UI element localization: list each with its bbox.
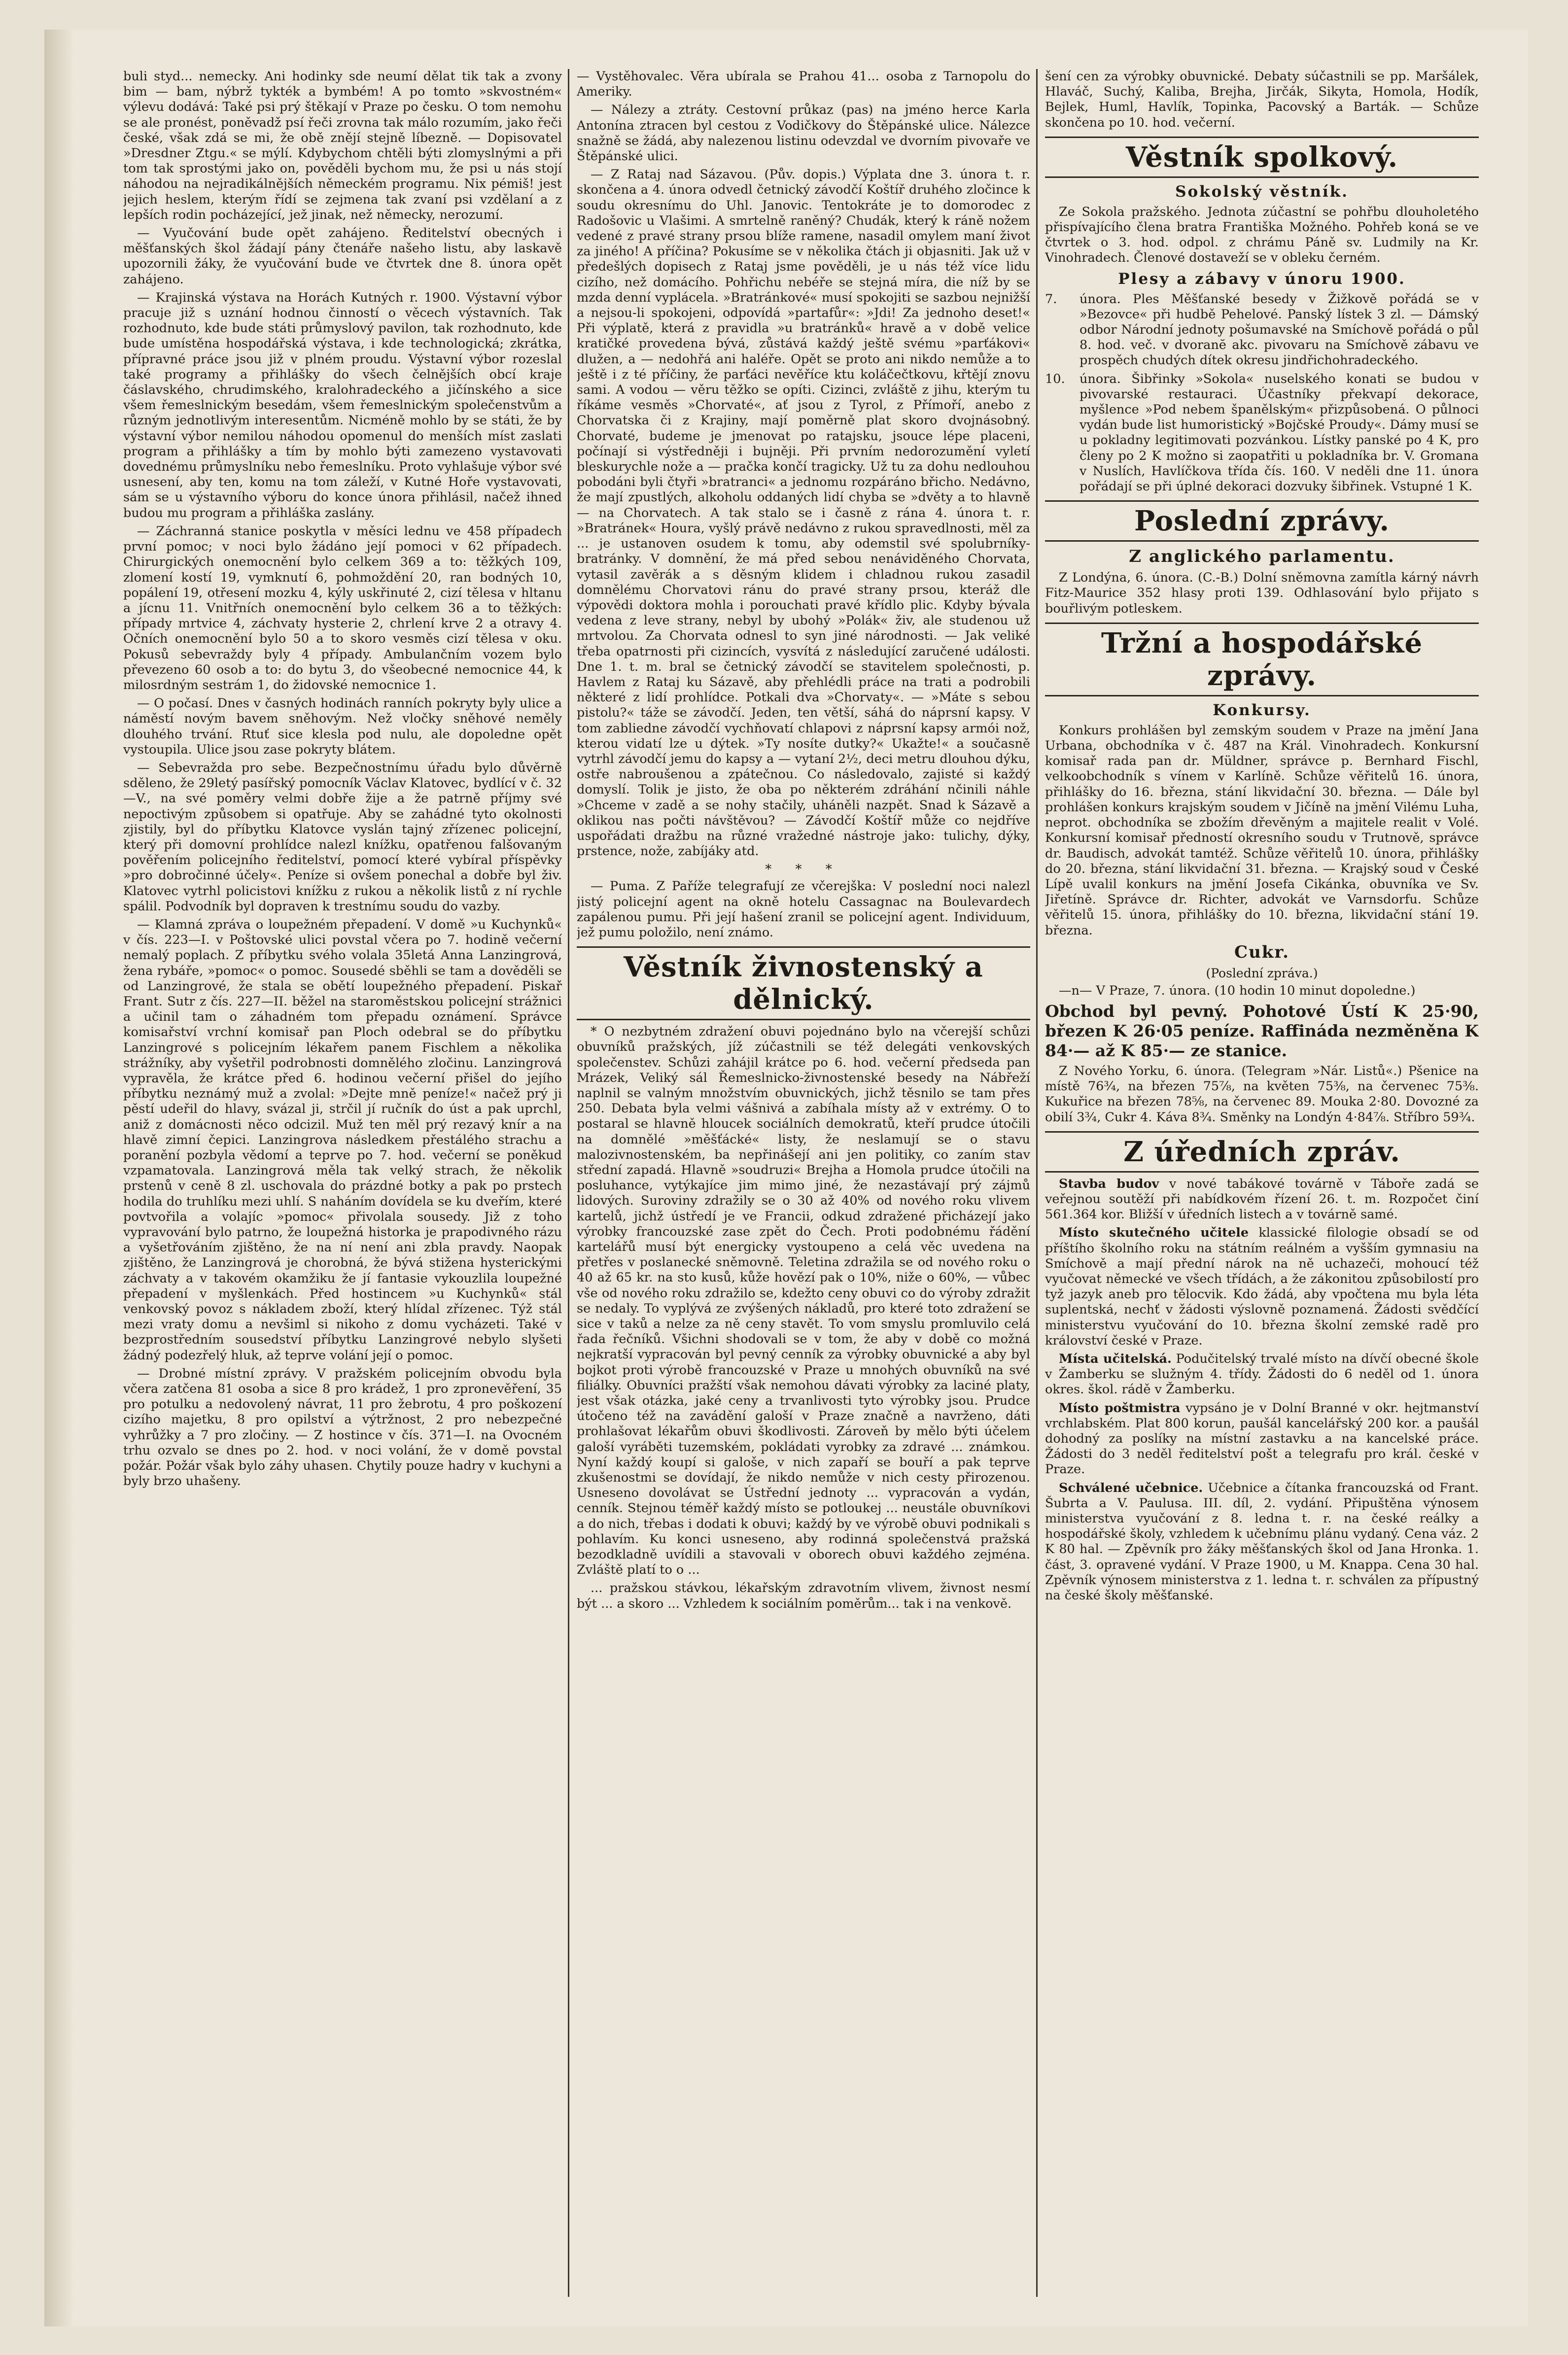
list-item-number: 10. [1045, 371, 1065, 386]
notice-heading: Místa učitelská. [1059, 1351, 1172, 1366]
notice-text: klassické filologie obsadí se od příštího školního roku na státním reálném a vyšším gymnasiu na Smíchově a mají přední nárok na ně uchazeči, mohoucí též vyučovat německé ve všech třídách, a že zákonitou způsobilostí pro tyž jazyk aneb pro tělocvik. Kdo žádá, aby vpočtena mu byla léta suplentská, nechť v žádosti výslovně poznamená. Žádosti svědčící ministerstvu vyučování do 10. března školní zemské radě pro království české v Praze. [1045, 1225, 1479, 1348]
list-item-text: února. Šibřinky »Sokola« nuselského konati se budou v pivovarské restauraci. Účastníky překvapí dekorace, myšlence »Pod nebem španělským« přizpůsobená. O půlnoci vydán bude list humoristický »Bojčské Proudy«. Dámy musí se u pokladny legitimovati pozvánkou. Lístky panské po 4 K, pro členy po 2 K možno si zaopatřiti u pokladníka br. V. Gromana v Nuslích, Havlíčkova třída čís. 160. V neděli dne 11. února pořádají se při úplné dekoraci dozvuky šibřinek. Vstupné 1 K. [1080, 371, 1479, 494]
article-paragraph: — Klamná zpráva o loupežném přepadení. V domě »u Kuchynků« v čís. 223—I. v Poštovské ulici povstal včera po 7. hodině večerní nemalý poplach. Z příbytku svého volala 35letá Anna Lanzingrová, žena rybáře, »pomoc« o pomoc. Sousedé sběhli se tam a dověděli se od Lanzingrové, že stala se obětí loupežného přepadení. Piskař Frant. Sutr z čís. 227—II. běžel na staroměstskou policejní strážnici a učinil tam o záhadném tom přepadu oznámení. Správce komisařství vrchní komisař pan Ploch odebral se do příbytku Lanzingrové s policejním lékařem panem Fischlem a několika strážníky, aby vyšetřil podrobnosti domnělého zločinu. Lanzingrová vypravěla, že krátce před 6. hodinou večerní přišel do jejího příbytku neznámý muž a zvolal: »Dejte mně peníze!« načež prý ji pěstí udeřil do hlavy, svázal ji, strčil jí ručník do úst a pak uprchl, aniž z domácnosti něco odcizil. Muž ten měl prý rezavý knír a na hlavě zimní čepici. Lanzingrova následkem přestálého strachu a poranění pozbyla vědomí a teprve po 7. hod. večerní se poněkud vzpamatovala. Lanzingrová měla tak velký strach, že několik prstenů v ceně 8 zl. uschovala do prázdné botky a pak po prstech hodila do truhlíku mezi uhlí. S naháním dovídela se ku dveřím, které povtvořila a volajíc »pomoc« přivolala sousedy. Již z toho vypravování bylo patrno, že loupežná historka je prapodivného rázu a vyšetřováním zjištěno, že na ní není ani zbla pravdy. Naopak zjištěno, že Lanzingrová je chorobná, že bývá stižena hysterickými záchvaty a v takovém okamžiku že jí fantasie vykouzlila loupežné přepadení v myšlenkách. Před hostincem »u Kuchynků« stál venkovský povoz s nákladem zboží, který hlídal zřízenec. Týž stál mezi vraty domu a nevšiml si nikoho z domu vycházeti. Také v bezprostředním sousedství příbytku Lanzingrové nebylo slyšeti žádný podezřelý hluk, až teprve volání její o pomoc. [123, 917, 562, 1363]
article-paragraph: — Záchranná stanice poskytla v měsíci lednu ve 458 případech první pomoc; v noci bylo žádáno její pomoci v 62 případech. Chirurgických onemocnění bylo celkem 369 a to: těžkých 109, zlomení kostí 19, vymknutí 6, pohmoždění 20, ran bodných 10, popálení 19, otřesení mozku 4, kýly uskřinuté 2, cizí tělesa v hltanu a jícnu 11. Vnitřních onemocnění bylo celkem 36 a to těžkých: případy mrtvice 4, záchvaty hysterie 2, chrlení krve 2 a otravy 4. Očních onemocnění bylo 50 a to skoro vesměs cizí tělesa v oku. Pokusů sebevraždy byly 4 případy. Ambulančním vozem bylo převezeno 60 osob a to: do bytu 3, do všeobecné nemocnice 44, k milosrdným sestrám 1, do židovské nemocnice 1. [123, 523, 562, 693]
notice-text: v nové tabákové továrně v Táboře zadá se veřejnou soutěží při nabídkovém řízení 26. t. m. Rozpočet činí 561.364 kor. Bližší v úředních listech a v továrně samé. [1045, 1176, 1479, 1222]
notice-heading: Místo skutečného učitele [1059, 1225, 1249, 1241]
newspaper-page [44, 30, 1528, 2326]
section-separator: * * * [765, 862, 842, 877]
official-notice [1045, 1351, 1479, 1398]
column-right [1045, 69, 1479, 2297]
article-paragraph: — Sebevražda pro sebe. Bezpečnostnímu úřadu bylo důvěrně sděleno, že 29letý pasířský pomocník Václav Klatovec, bydlící v č. 32—V., na své poměry velmi dobře žije a že patrně příjmy své nepoctivým způsobem si opatřuje. Aby se zahádné tyto okolnosti zjistily, byl do příbytku Klatovce vyslán tajný zřízenec policejní, který při domovní prohlídce nalezl knížku, opatřenou falšovaným pověřením policejního ředitelství, pomocí které vybíral příspěvky »pro dobročinné účely«. Peníze si ovšem ponechal a dobře byl živ. Klatovec vytrhl policistovi knížku z rukou a několik listů z ní rychle spálil. Podvodník byl dopraven k trestnímu soudu do vazby. [123, 760, 562, 914]
article-paragraph: šení cen za výrobky obuvnické. Debaty súčastnili se pp. Maršálek, Hlaváč, Suchý, Kaliba, Brejha, Jirčák, Sikyta, Homola, Hodík, Bejlek, Huml, Havlík, Topinka, Pacovský a Barták. — Schůze skončena po 10. hod. večerní. [1045, 69, 1479, 130]
list-item [1045, 372, 1479, 495]
official-notice [1045, 1177, 1479, 1223]
article-paragraph: — O počasí. Dnes v časných hodinách ranních pokryty byly ulice a náměstí novým bavem sněhovým. Než vločky sněhové neměly dlouhého trvání. Rtuť sice klesla pod nulu, ale dopoledne opět vystoupila. Ulice jsou zase pokryty blátem. [123, 696, 562, 757]
article-paragraph: — Krajinská výstava na Horách Kutných r. 1900. Výstavní výbor pracuje již s uznání hodnou činností o věcech výstavních. Tak rozhodnuto, kde bude státi průmyslový pavilon, tak rozhodnuto, kde bude umístěna hospodářská výstava, i kde technologická; zkrátka, přípravné práce jsou již v plném proudu. Výstavní výbor rozeslal také programy a přihlášky do všech čelnějších obcí kraje čáslavského, chrudimského, kralohradeckého a jičínského a sice všem řemeslnickým besedám, všem řemeslnickým společenstvům a různým jednotlivým interesentům. Nicméně mohlo by se státi, že by výstavní výbor nemilou náhodou opomenul do menších míst zaslati program a přihlášky a tím by mohlo býti zamezeno vystavovati dovednému průmyslníku nebo řemeslníku. Proto vyhlašuje výbor své usnesení, aby ten, komu na tom záleží, v Kutné Hoře vystavovati, sám se u výstavního výboru do konce února přihlásil, načež ihned budou mu program a přihláška zaslány. [123, 290, 562, 520]
column-middle [577, 69, 1030, 2297]
section-heading: Tržní a hospodářské zprávy. [1045, 623, 1479, 696]
column-rule [568, 69, 569, 2297]
subsection-heading: Sokolský věstník. [1175, 182, 1349, 201]
article-paragraph: Konkurs prohlášen byl zemským soudem v Praze na jmění Jana Urbana, obchodníka v č. 487 na Král. Vinohradech. Konkursní komisař rada pan dr. Müldner, správce p. Bernhard Fischl, velkoobchodník s vínem v Karlíně. Schůze věřitelů 16. února, přihlášky do 16. března, stání likvidační 30. března. — Dále byl prohlášen konkurs krajským soudem v Jičíně na jmění Vilému Luha, neprot. obchodníka se zbožím dřevěným a majitele realit v Volé. Konkursní komisař předností okresního soudu v Trutnově, správce dr. Baudisch, advokát tamtéž. Schůze věřitelů 10. února, přihlášky do 20. března, stání likvidační 31. března. — Krajský soud v České Lípě uvalil konkurs na jmění Josefa Cikánka, obuvníka ve Sv. Jiřetíně. Správce dr. Richter, advokát ve Varnsdorfu. Schůze věřitelů 15. února, přihlášky do 10. března, likvidační stání 19. března. [1045, 723, 1479, 938]
section-heading: Z úředních zpráv. [1045, 1131, 1479, 1173]
list-item-text: února. Ples Měšťanské besedy v Žižkově pořádá se v »Bezovce« při hudbě Pehelové. Panský lístek 3 zl. — Dámský odbor Národní jednoty pošumavské na Smíchově pořádá o půl 8. hod. več. v dvoranĕ akc. pivovaru na Smíchově zábavu ve prospěch chudých dítek okresu jindřichohradeckého. [1080, 291, 1479, 368]
article-paragraph: Z Nového Yorku, 6. února. (Telegram »Nár. Listů«.) Pšenice na místě 76¾, na březen 75⅞, na květen 75⅜, na červenec 75⅜. Kukuřice na březen 78⅝, na červenec 89. Mouka 2·80. Dovozné za obilí 3¾, Cukr 4. Káva 8¾. Směnky na Londýn 4·84⅞. Stříbro 59¾. [1045, 1063, 1479, 1125]
notice-heading: Schválené učebnice. [1059, 1480, 1203, 1495]
article-paragraph: — Vystěhovalec. Věra ubírala se Prahou 41... osoba z Tarnopolu do Ameriky. [577, 69, 1030, 100]
article-paragraph: — Vyučování bude opět zahájeno. Ředitelství obecných i měšťanských škol žádají pány čtenáře našeho listu, aby laskavě upozornili žáky, že vyučování bude ve čtvrtek dne 8. února opět zahájeno. [123, 226, 562, 287]
official-notice [1045, 1481, 1479, 1604]
column-rule [1036, 69, 1038, 2297]
section-heading: Poslední zprávy. [1045, 500, 1479, 542]
subsection-heading: Plesy a zábavy v únoru 1900. [1118, 270, 1406, 288]
article-paragraph: * O nezbytném zdražení obuvi pojednáno bylo na včerejší schůzi obuvníků pražských, jíž zúčastnili se též delegáti venkovských společenstev. Schůzi zahájil krátce po 6. hod. večerní předseda pan Mrázek, Veliký sál Řemeslnicko-živnostenské besedy na Nábřeží naplnil se valným množstvím obuvnických, jichž těsnilo se tam přes 250. Debata byla velmi vášnivá a zabíhala místy až v extrémy. O to postaral se hlavně hloucek sociálních demokratů, kteří prudce útočili na domnělé »měšťácké« listy, že neslamují se o stavu malozivnostenském, ba nepřinášejí ani jen politiky, co zaním stav střední zapadá. Hlavně »soudruzi« Brejha a Homola prudce útočili na posluhance, vytýkajíce jim mimo jiné, že nezastávají prý zájmů lidových. Suroviny zdražily se o 30 až 40% od nového roku vlivem kartelů, jichž ústředí je ve Francii, odkud zdražené přicházejí jako výrobky francouzské zase zpět do Čech. Proti podobnému řádění kartelářů musí být energicky vystoupeno a celá věc uvedena na přetřes v poslanecké sněmovně. Teletina zdražila se od nového roku o 40 až 65 kr. na sto kusů, kůže hovězí pak o 10%, niže o 60%, — vůbec vše od nového roku zdražilo se, kdežto ceny obuvi co do výroby zdražit se nedaly. To vyplývá ze zvýšených nákladů, pro které toto zdražení se sice v taků a nelze za ně ceny stavět. To vom smyslu promluvilo celá řada řečníků. Všichni shodovali se v tom, že aby v době co možná nejkratší vypracován byl pevný cenník za výrobky obuvnické a aby byl bojkot proti výrobě francouzské v Praze u mnohých obuvníků na své filiálky. Obuvníci pražští však nemohou dávati výrobky za laciné platy, jest však otázka, jaké ceny a trvanlivosti tyto výrobky jsou. Prudce útočeno též na zavádění galoší v Praze značně a navrženo, dáti prohlašovat lékařům obuvi škodlivosti. Zároveň by mělo býti účelem galoší vyráběti tuzemském, pokládati vyrobky za zdravé ... známkou. Nyní každý koupí si galoše, v nich zapaří se bouří a pak teprve zkušenostmi se dovídají, že nikdo nemůže v nich cesty přirozenou. Usneseno dovolávat se Ústřední jednoty ... vypracován a vydán, cenník. Stejnou téměř každý místo se potloukej ... neustále obuvníkovi a do nich, třebas i dodati k obuvi; každý by ve výrobě obuvi podnikali s pohlavím. Ku konci usneseno, aby rodinná společenstvá pražská bezodkladně uvídili a stavovali v oborech obuvi každého zejména. Zvláště platí to o ... [577, 1024, 1030, 1578]
notice-heading: Stavba budov [1059, 1176, 1159, 1191]
article-paragraph: — Z Rataj nad Sázavou. (Pův. dopis.) Výplata dne 3. února t. r. skončena a 4. února odvedl četnický závodčí Koštíř druhého zločince k soudu okresnímu do Uhl. Janovic. Tentokráte je to domorodec z Radošovic u Vlašimi. A smrtelně raněný? Chudák, který k ráně nožem vedené z pravé strany prsou blíže ramene, nasadil omylem maní život za jiného! A příčina? Pokusíme se v několika čtách ji objasniti. Jak už v předešlých dopisech z Rataj jsme pověděli, je u nás též více lidu cizího, než domácího. Pohřichu nebéře se stejná míra, die níž by se mzda denní vyplácela. »Bratránkové« musí spokojiti se sazbou nejnižší a nejsou-li spokojeni, odpovídá »partafůr«: »Jdi! Za jednoho deset!« Při výplatě, která z pravidla »u bratránků« hravě a v době velice kratičké provedena bývá, zůstává každý ještě svému »parťákovi« dlužen, a — nedohřá ani haléře. Opět se proto ani nikdo nemůže a to ještě i z té příčiny, že parťáci nevěříce ktu koláčečtkovu, křtějí znovu sami. A vodou — věru těžko se opíti. Cizinci, zvláště z jihu, kterým tu říkáme vesměs »Chorvaté«, ať jsou z Tyrol, z Přímoří, anebo z Chorvatska či z Krajiny, mají poměrně plat skoro dvojnásobný. Chorvaté, budeme je jmenovat po ratajsku, jsouce lépe placeni, počínají si výstředněji i bujněji. Při prvním nedorozumění vyletí bleskurychle nože a — pračka končí tragicky. Už tu za dohu nedlouhou pobodáni byli čtyři »bratranci« a jednomu rozpáráno břicho. Nedávno, že mají zpustlých, alkoholu oddaných lidí chyba se »dvěty a to hlavně — na Chorvatech. A tak stalo se i časně z rána 4. února t. r. »Bratránek« Houra, vyšlý právě nedávno z rukou spravedlnosti, měl za ... je ustanoven osudem k tomu, aby odemstil své spolubrníky-bratránky. V domnění, že má před sebou nenáviděného Chorvata, vytasil zavěrák a s děsným klidem i chladnou rukou zasadil domnělému Chorvatovi ránu do pravé strany prsou, kteráž dle výpovědi doktora mohla i porouchati pravé křídlo plic. Kdyby bývala vedena z leve strany, nebyl by ubohý »Polák« živ, ale studenou už mrtvolou. Za Chorvata odnesl to syn jiné národnosti. — Jak veliké třeba opatrnosti při cizincích, vysvítá z následující zaručené události. Dne 1. t. m. bral se četnický závodčí se stavitelem společnosti, p. Havlem z Rataj ku Sázavě, aby přehlédli práce na trati a podrobili některé z lidí prohlídce. Potkali dva »Chorvaty«. — »Máte s sebou pistolu?« táže se závodčí. Jeden, ten větší, sáhá do náprsní kapsy. V tom zabliedne závodčí vychňovatí chlapovi z náprsní kapsy armói nož, kterou vidatí lze u dýtek. »Ty nosíte dutky?« Ukažte!« a současně vytrhl závodčí jemu do kapsy a — vytaní 2½, deci metru dlouhou dýku, ostře nabroušenou a zpátečnou. Co následovalo, zajisté si každý domyslí. Tolik je jisto, že oba po některém zdráhání nčinili náhle »Chceme v zadě a se nohy stačily, uháněli nazpět. Snad k Sázavě a oklikou nas počti návštěvou? — Závodčí Koštíř může co nejdříve uspořádati dražbu na různé vražedné nástroje jako: tulichy, dýky, prstence, nože, zabíjáky atd. [577, 167, 1030, 859]
article-paragraph: — Nálezy a ztráty. Cestovní průkaz (pas) na jméno herce Karla Antonína ztracen byl cestou z Vodičkovy do Štěpánské ulice. Nálezce snažně se žádá, aby nalezenou listinu odevzdal ve dvorním pivovaře ve Štěpánské ulici. [577, 103, 1030, 164]
page-edge-shadow [44, 30, 74, 2326]
section-heading: Věstník živnostenský a dělnický. [577, 946, 1030, 1020]
article-paragraph: buli styd... nemecky. Ani hodinky sde neumí dělat tik tak a zvony bim — bam, nýbrž tykték a bymbém! A po tomto »skvostném« výlevu dodává: Také psi prý štěkají v Praze po česku. O tom nemohu se ale pronést, poněvadž psí řeči zrovna tak málo rozumím, jako řeči české, však zdá se mi, že obě znějí stejně líbezně. — Dopisovatel »Dresdner Ztgu.« se mýlí. Kdybychom chtěli býti zlomyslnými a při tom tak sprostými jako on, pověděli bychom mu, že psi u nás stojí náhodou na nejradikálnějších německém programu. Nix pémiš! jest jejich heslem, kterým řídí se zejmena tak zvaní psi vzdělaní a z lepších rodin pocházející, jež jinak, než německy, nerozumí. [123, 69, 562, 222]
official-notice [1045, 1225, 1479, 1349]
official-notice [1045, 1401, 1479, 1478]
notice-text: Podučitelský trvalé místo na dívčí obecné škole v Žamberku se služným 4. třídy. Žádosti do 6 neděl od 1. února okres. škol. rádě v Žamberku. [1045, 1351, 1479, 1397]
list-item-number: 7. [1045, 291, 1057, 307]
notice-text: vypsáno je v Dolní Branné v okr. hejtmanství vrchlabském. Plat 800 korun, paušál kancelářský 200 kor. a paušál dohodný za poslíky na místní zastavku a na kancelské práce. Žádosti do 3 neděl ředitelství pošt a telegrafu pro král. české v Praze. [1045, 1400, 1479, 1477]
article-paragraph: Ze Sokola pražského. Jednota zúčastní se pohřbu dlouholetého přispívajícího člena bratra Františka Možného. Pohřeb koná se ve čtvrtek o 3. hod. odpol. z chrámu Páně sv. Ludmily na Kr. Vinohradech. Členové dostaveží se v obleku černém. [1045, 204, 1479, 266]
notice-heading: Místo poštmistra [1059, 1400, 1181, 1416]
article-paragraph: — Puma. Z Paříže telegrafují ze včerejška: V poslední noci nalezl jistý policejní agent na okně hotelu Cassagnac na Boulevardech zapálenou pumu. Při její hašení zranil se policejní agent. Individuum, jež pumu položilo, není známo. [577, 879, 1030, 940]
article-paragraph: ... pražskou stávkou, lékařským zdravotním vlivem, živnost nesmí být ... a skoro ... Vzhledem k sociálním poměrům... tak i na venkově. [577, 1581, 1030, 1611]
column-left [123, 69, 562, 2297]
notice-text: Učebnice a čítanka francouzská od Frant. Šubrta a V. Paulusa. III. díl, 2. vydání. Připuštěna výnosem ministerstva vyučování z 8. ledna t. r. na české reálky a hospodářské školy, vzhledem k učebnímu plánu vydaný. Cena váz. 2 K 80 hal. — Zpěvník pro žáky měšťanských škol od Jana Hronka. 1. část, 3. opravené vydání. V Praze 1900, u M. Knappa. Cena 30 hal. Zpěvník výnosem ministerstva z 1. ledna t. r. schválen za přípustný na české školy měšťanské. [1045, 1480, 1479, 1603]
subsection-subtitle: (Poslední zpráva.) [1206, 966, 1318, 980]
market-summary: Obchod byl pevný. Pohotové Ústí K 25·90, březen K 26·05 peníze. Raffináda nezměněna K 84·— až K 85·— ze stanice. [1045, 1001, 1479, 1060]
article-paragraph: — Drobné místní zprávy. V pražském policejním obvodu byla včera zatčena 81 osoba a sice 8 pro krádež, 1 pro zpronevěření, 35 pro potulku a nedovolený návrat, 11 pro žebrotu, 4 pro poškození cizího majetku, 8 pro opilství a výtržnost, 2 pro nebezpečné vyhrůžky a 7 pro zločiny. — Z hostince v čís. 371—I. na Ovocném trhu ozvalo se dnes po 2. hod. v noci volání, že v domě povstal požár. Požár však bylo záhy uhasen. Chytily pouze hadry v kuchyni a byly brzo uhašeny. [123, 1366, 562, 1489]
list-item [1045, 292, 1479, 369]
subsection-heading: Konkursy. [1213, 701, 1311, 719]
subsection-heading: Cukr. [1234, 942, 1289, 962]
section-heading: Věstník spolkový. [1045, 137, 1479, 178]
article-paragraph: —n— V Praze, 7. února. (10 hodin 10 minut dopoledne.) [1059, 983, 1416, 998]
article-paragraph: Z Londýna, 6. února. (C.-B.) Dolní sněmovna zamítla kárný návrh Fitz-Maurice 352 hlasy proti 139. Odhlasování bylo přijato s bouřlivým potleskem. [1045, 570, 1479, 616]
subsection-heading: Z anglického parlamentu. [1129, 547, 1395, 567]
